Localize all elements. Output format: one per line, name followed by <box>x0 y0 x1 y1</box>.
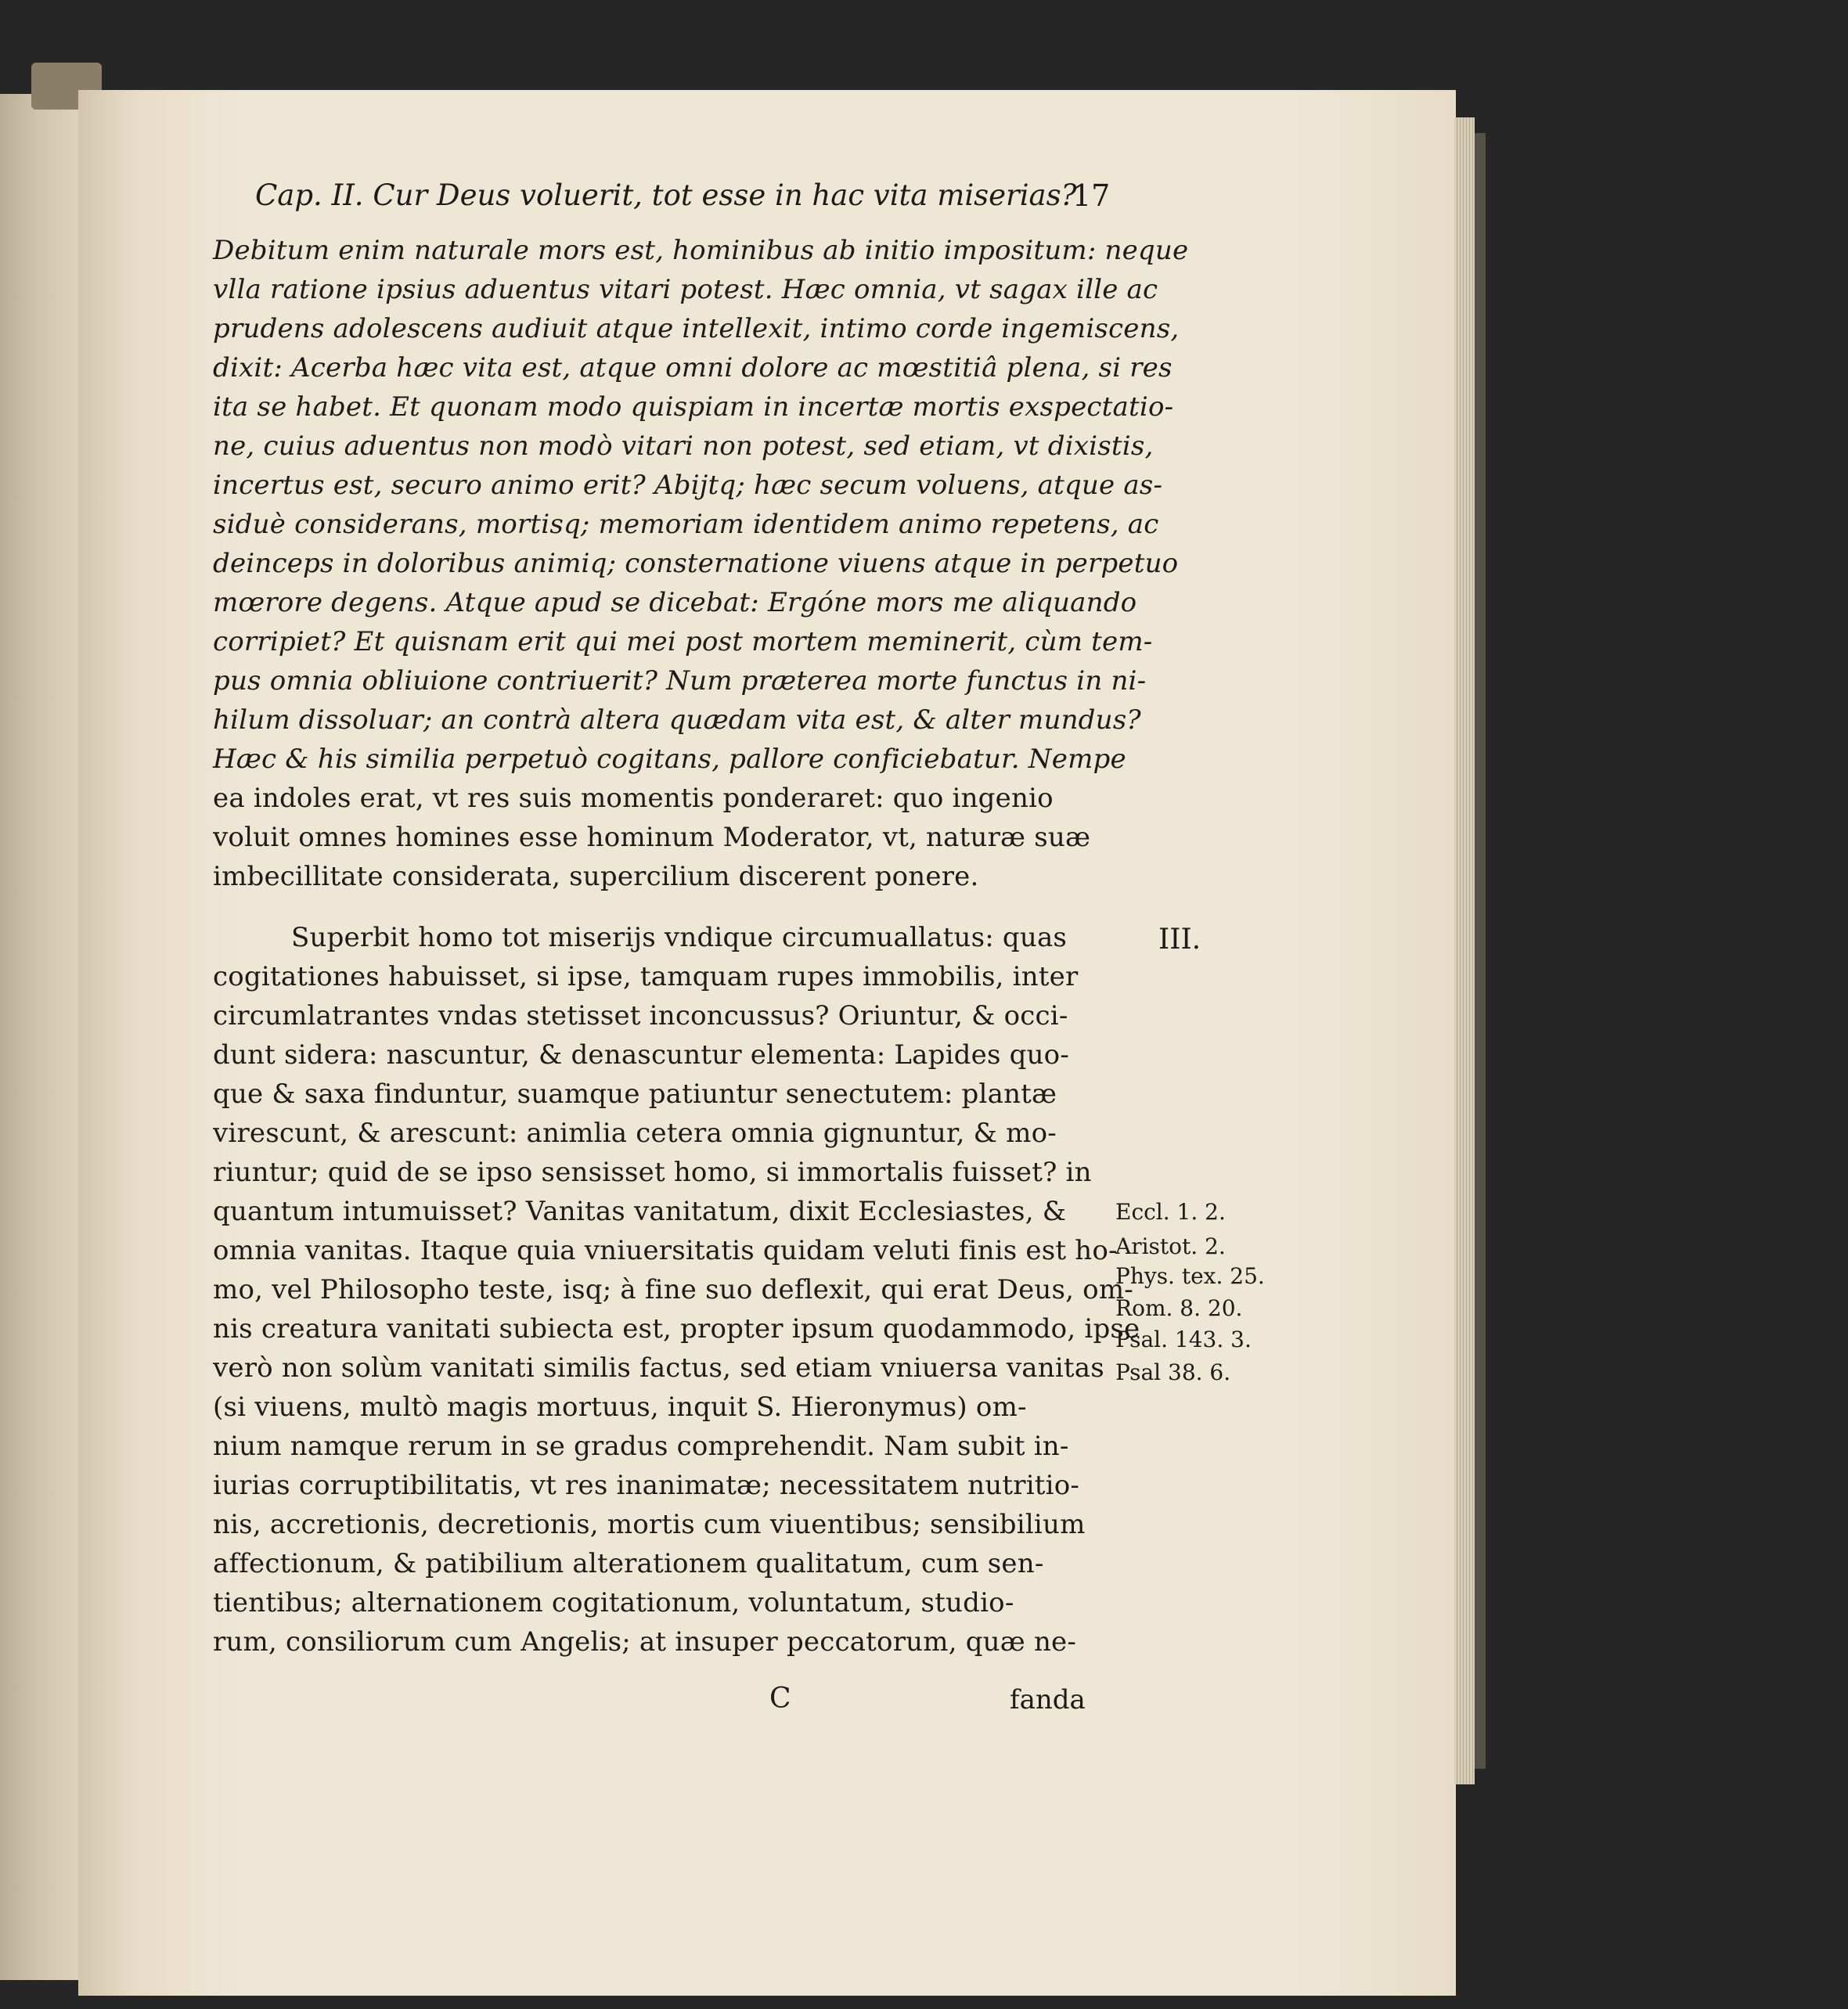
text-line: cogitationes habuisset, si ipse, tamquam rupes immobilis, inter <box>213 961 1079 992</box>
catchword: fanda <box>1010 1684 1086 1716</box>
text-line: mœrore degens. Atque apud se dicebat: Ergóne mors me aliquando <box>213 587 1137 618</box>
page-edges-shadow <box>1475 133 1486 1769</box>
margin-note: Psal 38. 6. <box>1115 1359 1231 1385</box>
page-edges <box>1454 117 1475 1784</box>
text-line: dunt sidera: nascuntur, & denascuntur elementa: Lapides quo- <box>213 1039 1070 1071</box>
text-line: nium namque rerum in se gradus comprehendit. Nam subit in- <box>213 1431 1069 1462</box>
text-line: voluit omnes homines esse hominum Moderator, vt, naturæ suæ <box>213 822 1091 853</box>
margin-note: Aristot. 2. <box>1115 1233 1226 1259</box>
text-line: quantum intumuisset? Vanitas vanitatum, dixit Ecclesiastes, & <box>213 1196 1067 1227</box>
signature-mark: C <box>769 1683 791 1715</box>
text-line: deinceps in doloribus animiq; consternatione viuens atque in perpetuo <box>213 548 1179 579</box>
margin-note: Phys. tex. 25. <box>1115 1263 1265 1289</box>
text-line: dixit: Acerba hæc vita est, atque omni dolore ac mœstitiâ plena, si res <box>213 352 1173 383</box>
margin-note: Rom. 8. 20. <box>1115 1295 1243 1321</box>
paragraph-start-line: Superbit homo tot miserijs vndique circumuallatus: quas <box>291 922 1068 953</box>
margin-note: Eccl. 1. 2. <box>1115 1199 1226 1225</box>
text-line: virescunt, & arescunt: animlia cetera omnia gignuntur, & mo- <box>213 1118 1057 1149</box>
text-line: ne, cuius aduentus non modò vitari non potest, sed etiam, vt dixistis, <box>213 430 1154 462</box>
text-line: Hæc & his similia perpetuò cogitans, pallore conficiebatur. Nempe <box>213 743 1126 775</box>
text-line: rum, consiliorum cum Angelis; at insuper peccatorum, quæ ne- <box>213 1626 1077 1658</box>
text-line: incertus est, securo animo erit? Abijtq; hæc secum voluens, atque as- <box>213 470 1163 501</box>
text-line: ita se habet. Et quonam modo quispiam in incertæ mortis exspectatio- <box>213 391 1174 423</box>
text-line: affectionum, & patibilium alterationem qualitatum, cum sen- <box>213 1548 1044 1579</box>
text-line: vlla ratione ipsius aduentus vitari potest. Hæc omnia, vt sagax ille ac <box>213 274 1158 305</box>
text-line: (si viuens, multò magis mortuus, inquit S. Hieronymus) om- <box>213 1392 1027 1423</box>
text-line: iurias corruptibilitatis, vt res inanimatæ; necessitatem nutritio- <box>213 1470 1080 1501</box>
margin-note: Psal. 143. 3. <box>1115 1327 1252 1352</box>
text-line: que & saxa finduntur, suamque patiuntur senectutem: plantæ <box>213 1078 1057 1110</box>
text-line: nis creatura vanitati subiecta est, propter ipsum quodammodo, ipse <box>213 1313 1140 1345</box>
text-line: prudens adolescens audiuit atque intellexit, intimo corde ingemiscens, <box>213 313 1180 344</box>
running-head: Cap. II. Cur Deus voluerit, tot esse in hac vita miserias? <box>255 178 1077 212</box>
text-line: siduè considerans, mortisq; memoriam identidem animo repetens, ac <box>213 509 1159 540</box>
text-line: verò non solùm vanitati similis factus, sed etiam vniuersa vanitas <box>213 1352 1104 1384</box>
text-line: imbecillitate considerata, supercilium discerent ponere. <box>213 861 979 892</box>
text-line: hilum dissoluar; an contrà altera quædam vita est, & alter mundus? <box>213 704 1141 736</box>
text-line: tientibus; alternationem cogitationum, voluntatum, studio- <box>213 1587 1014 1618</box>
text-line: ea indoles erat, vt res suis momentis ponderaret: quo ingenio <box>213 783 1054 814</box>
section-marker: III. <box>1158 923 1201 956</box>
text-line: mo, vel Philosopho teste, isq; à fine suo deflexit, qui erat Deus, om- <box>213 1274 1133 1305</box>
text-line: nis, accretionis, decretionis, mortis cum viuentibus; sensibilium <box>213 1509 1086 1540</box>
text-line: Debitum enim naturale mors est, hominibus ab initio impositum: neque <box>213 235 1189 266</box>
text-line: omnia vanitas. Itaque quia vniuersitatis quidam veluti finis est ho- <box>213 1235 1118 1266</box>
text-line: riuntur; quid de se ipso sensisset homo, si immortalis fuisset? in <box>213 1157 1092 1188</box>
left-page-edge <box>0 94 78 1980</box>
text-line: circumlatrantes vndas stetisset inconcussus? Oriuntur, & occi- <box>213 1000 1068 1032</box>
page-number: 17 <box>1072 178 1111 213</box>
text-line: corripiet? Et quisnam erit qui mei post mortem meminerit, cùm tem- <box>213 626 1153 657</box>
text-line: pus omnia obliuione contriuerit? Num præterea morte functus in ni- <box>213 665 1147 697</box>
